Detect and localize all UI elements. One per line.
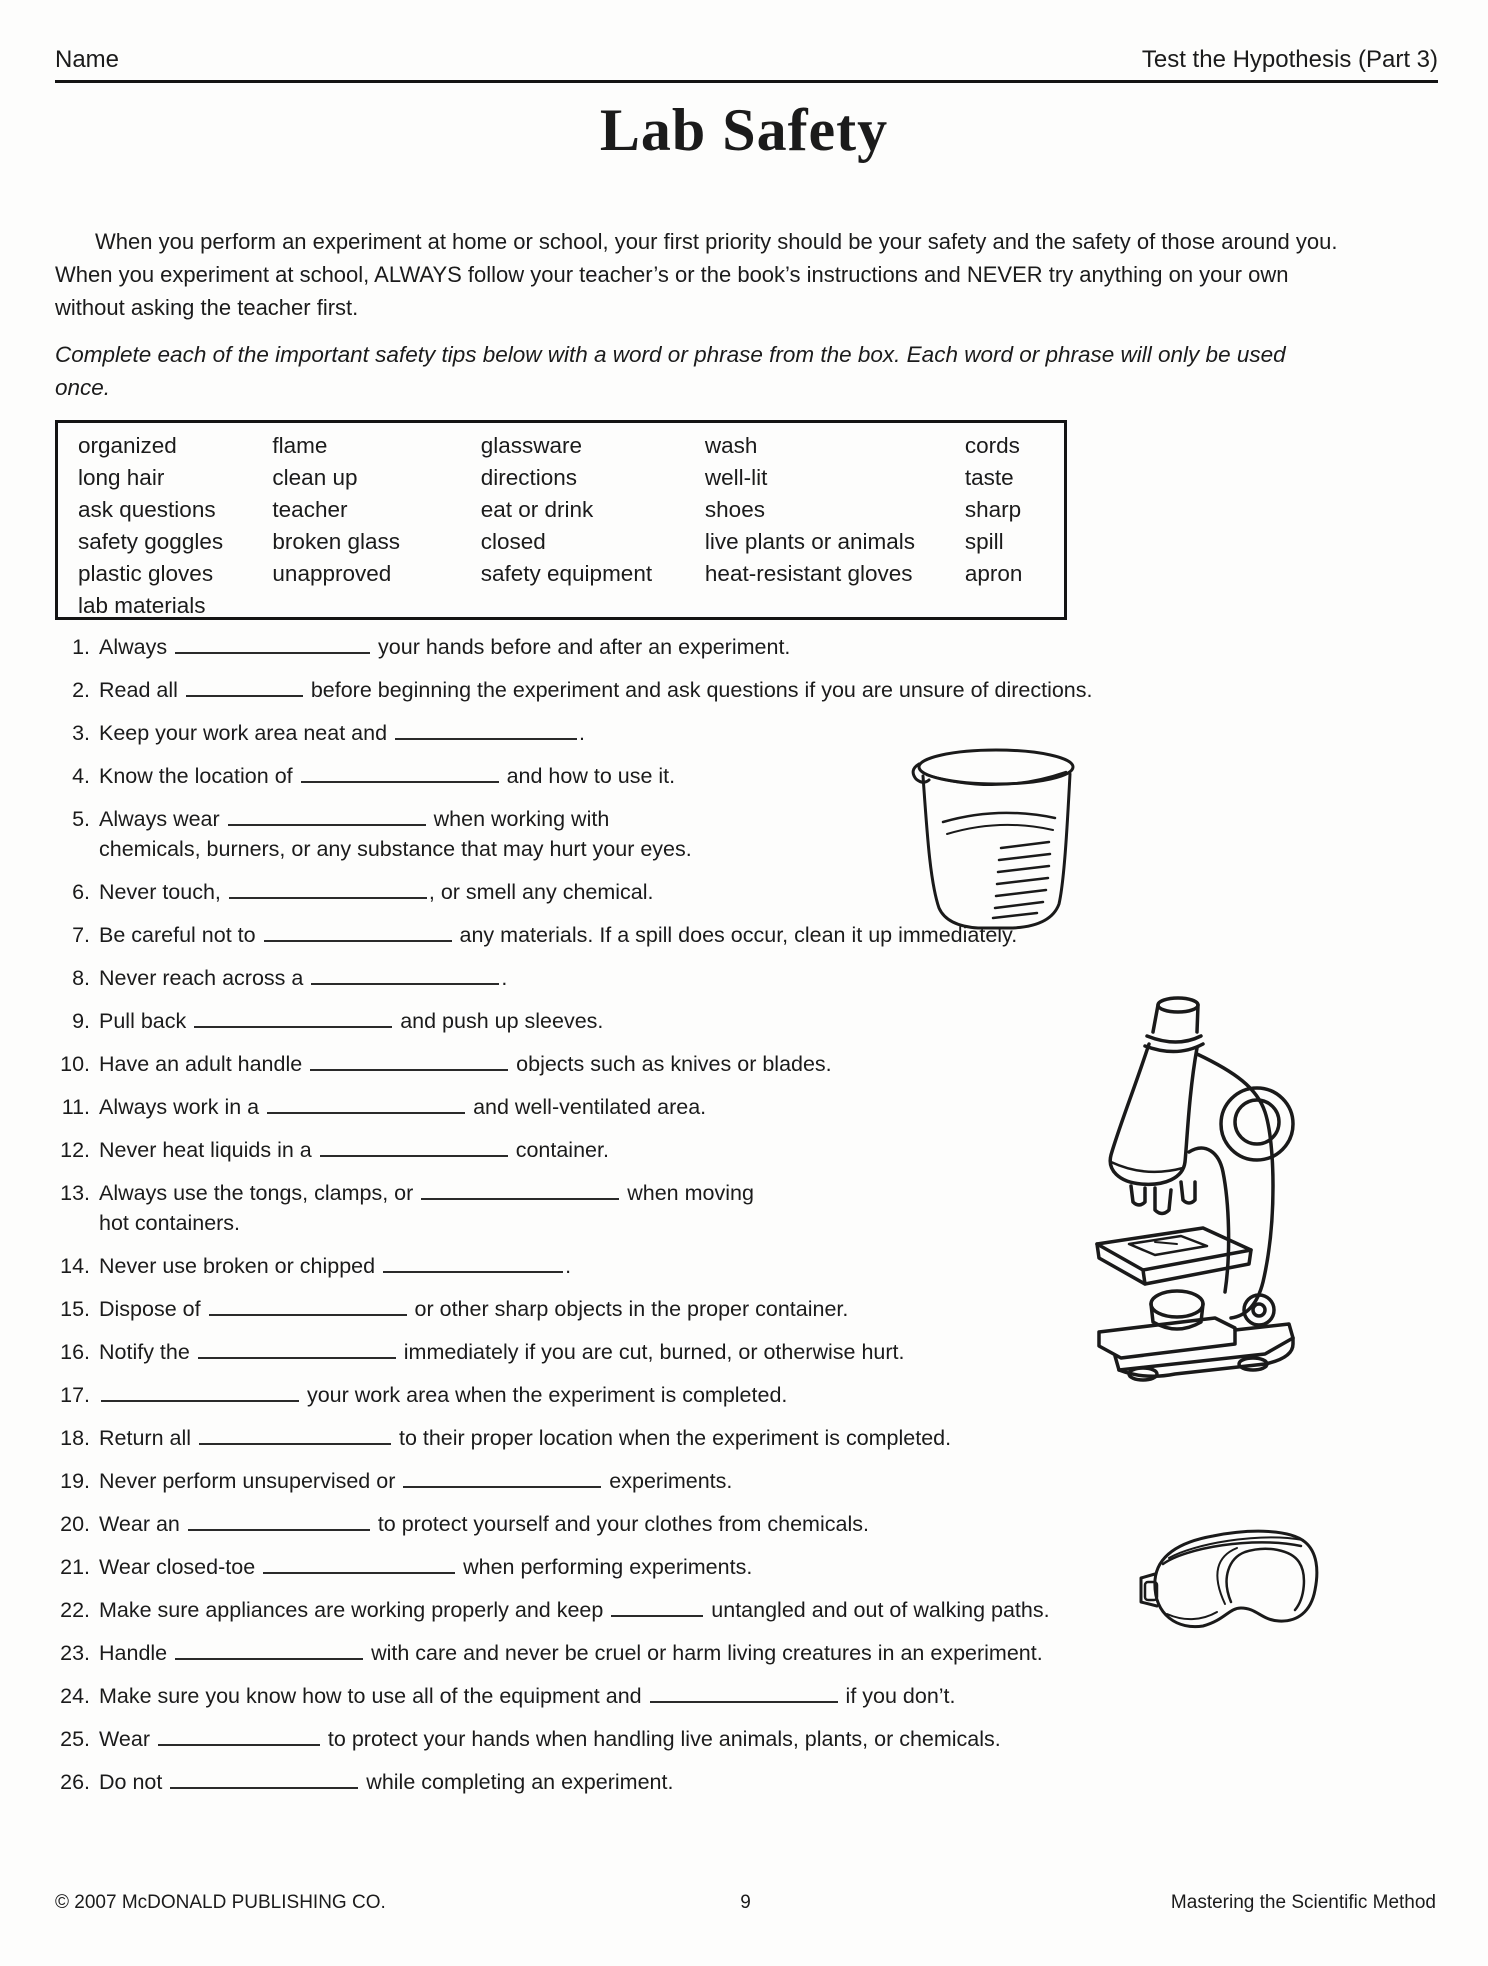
word-bank-item: apron [964,561,1023,586]
answer-blank [158,1725,320,1746]
question-number: 11. [61,1095,90,1119]
answer-blank [403,1467,601,1488]
question-text: Make sure appliances are working properly and keep untangled and out of walking paths. [99,1598,1050,1622]
question-text: Never heat liquids in a container. [99,1138,609,1162]
question-number: 8. [72,966,90,990]
word-bank-item: cords [964,433,1020,458]
word-bank-item: unapproved [272,561,392,586]
question-text: Know the location of and how to use it. [99,764,676,788]
question-number: 26. [60,1770,90,1794]
word-bank-item: broken glass [272,529,400,554]
word-bank [55,420,1067,620]
question-number: 12. [60,1138,90,1162]
question-number: 2. [72,678,90,702]
microscope-illustration [1085,992,1313,1384]
question-number: 15. [60,1297,90,1321]
question-text: Pull back and push up sleeves. [99,1009,604,1033]
question-item [55,1724,1445,1754]
question-text: Never use broken or chipped . [99,1254,572,1278]
question-text: Always use the tongs, clamps, or when moving hot containers. [99,1181,754,1235]
question-text: Handle with care and never be cruel or harm living creatures in an experiment. [99,1641,1043,1665]
question-number: 7. [72,923,90,947]
answer-blank [320,1136,508,1157]
question-item [55,761,1445,791]
answer-blank [650,1682,838,1703]
question-text: Dispose of or other sharp objects in the proper container. [99,1297,849,1321]
answer-blank [264,921,452,942]
beaker-illustration [903,742,1083,937]
question-number: 4. [72,764,90,788]
answer-blank [310,1050,508,1071]
question-text: Always your hands before and after an experiment. [99,635,791,659]
question-number: 14. [60,1254,90,1278]
question-item [55,1423,1445,1453]
intro-paragraph: When you perform an experiment at home or school, your first priority should be your safety and the safety of those around you. When you experiment at school, ALWAYS follow your teacher’s or the book’s instructions and NEVER try anything on your own without asking the teacher first. [55,229,1338,320]
question-item [55,804,1445,864]
answer-blank [175,633,370,654]
footer-right-text: Mastering the Scientific Method [1170,1892,1436,1913]
question-number: 19. [60,1469,90,1493]
goggles-illustration [1133,1518,1333,1650]
page-title: Lab Safety [599,97,889,163]
question-text: Keep your work area neat and . [99,721,586,745]
question-text: Do not while completing an experiment. [99,1770,674,1794]
answer-blank [209,1295,407,1316]
question-number: 23. [60,1641,90,1665]
question-item [55,963,1445,993]
question-item [55,1767,1445,1797]
question-number: 1. [72,635,90,659]
header [55,46,1438,83]
question-text: Wear to protect your hands when handling live animals, plants, or chemicals. [99,1727,1001,1751]
answer-blank [198,1338,396,1359]
question-number: 10. [60,1052,90,1076]
question-item [55,1466,1445,1496]
question-item [55,1681,1445,1711]
header-right-label: Test the Hypothesis (Part 3) [1141,46,1438,73]
question-number: 22. [60,1598,90,1622]
word-bank-item: spill [964,529,1004,554]
question-number: 17. [60,1383,90,1407]
question-item [55,632,1445,662]
question-text: Return all to their proper location when the experiment is completed. [99,1426,952,1450]
question-item [55,920,1445,950]
answer-blank [194,1007,392,1028]
question-number: 25. [60,1727,90,1751]
question-item [55,718,1445,748]
answer-blank [267,1093,465,1114]
question-item [55,1380,1445,1410]
answer-blank [229,878,427,899]
word-bank-item: directions [480,465,578,490]
question-number: 21. [60,1555,90,1579]
footer-copyright: © 2007 McDONALD PUBLISHING CO. [55,1892,386,1913]
question-text: Wear an to protect yourself and your clothes from chemicals. [99,1512,869,1536]
word-bank-item: plastic gloves [78,561,214,586]
question-number: 5. [72,807,90,831]
question-number: 13. [60,1181,90,1205]
answer-blank [421,1179,619,1200]
answer-blank [199,1424,391,1445]
question-number: 20. [60,1512,90,1536]
word-bank-item: ask questions [78,497,216,522]
word-bank-column [272,430,480,617]
answer-blank [611,1596,703,1617]
answer-blank [395,719,577,740]
answer-blank [301,762,499,783]
footer [55,1892,1436,1914]
word-bank-item: safety equipment [480,561,653,586]
word-bank-item: well-lit [704,465,768,490]
question-text: Never touch, , or smell any chemical. [99,880,654,904]
word-bank-item: long hair [78,465,165,490]
answer-blank [228,805,426,826]
answer-blank [170,1768,358,1789]
question-number: 24. [60,1684,90,1708]
answer-blank [383,1252,563,1273]
question-text: Read all before beginning the experiment and ask questions if you are unsure of directions. [99,678,1093,702]
question-text: Always work in a and well-ventilated area. [99,1095,707,1119]
question-text: Be careful not to any materials. If a spill does occur, clean it up immediately. [99,923,1018,947]
question-text: Make sure you know how to use all of the equipment and if you don’t. [99,1684,956,1708]
question-text: Wear closed-toe when performing experiments. [99,1555,753,1579]
question-number: 6. [72,880,90,904]
question-item [55,877,1445,907]
answer-blank [263,1553,455,1574]
word-bank-item: shoes [704,497,765,522]
word-bank-column [481,430,705,617]
word-bank-item: flame [272,433,328,458]
word-bank-column [965,430,1064,617]
word-bank-item: safety goggles [78,529,224,554]
answer-blank [186,676,303,697]
word-bank-item: taste [964,465,1014,490]
question-number: 3. [72,721,90,745]
word-bank-column [705,430,965,617]
word-bank-item: organized [78,433,177,458]
question-text: Always wear when working with chemicals, burners, or any substance that may hurt your eyes. [99,807,692,861]
word-bank-item: eat or drink [480,497,594,522]
word-bank-item: teacher [272,497,348,522]
word-bank-item: heat-resistant gloves [704,561,913,586]
word-bank-item: clean up [272,465,358,490]
question-number: 16. [60,1340,90,1364]
answer-blank [175,1639,363,1660]
question-text: Notify the immediately if you are cut, burned, or otherwise hurt. [99,1340,905,1364]
question-text: Have an adult handle objects such as knives or blades. [99,1052,832,1076]
word-bank-item: live plants or animals [704,529,916,554]
answer-blank [188,1510,370,1531]
word-bank-item: closed [480,529,546,554]
answer-blank [101,1381,299,1402]
question-text: Never perform unsupervised or experiments. [99,1469,733,1493]
answer-blank [311,964,499,985]
word-bank-item: wash [704,433,758,458]
question-item [55,675,1445,705]
word-bank-column [78,430,272,617]
word-bank-item: sharp [964,497,1022,522]
question-text: Never reach across a . [99,966,508,990]
question-number: 9. [72,1009,90,1033]
question-text: your work area when the experiment is completed. [99,1380,1445,1410]
word-bank-item: lab materials [78,593,206,618]
footer-page-number: 9 [740,1892,751,1913]
question-number: 18. [60,1426,90,1450]
word-bank-item: glassware [480,433,583,458]
instructions-text: Complete each of the important safety tips below with a word or phrase from the box. Each word or phrase will only be used once. [55,342,1286,400]
name-label: Name [55,46,120,73]
